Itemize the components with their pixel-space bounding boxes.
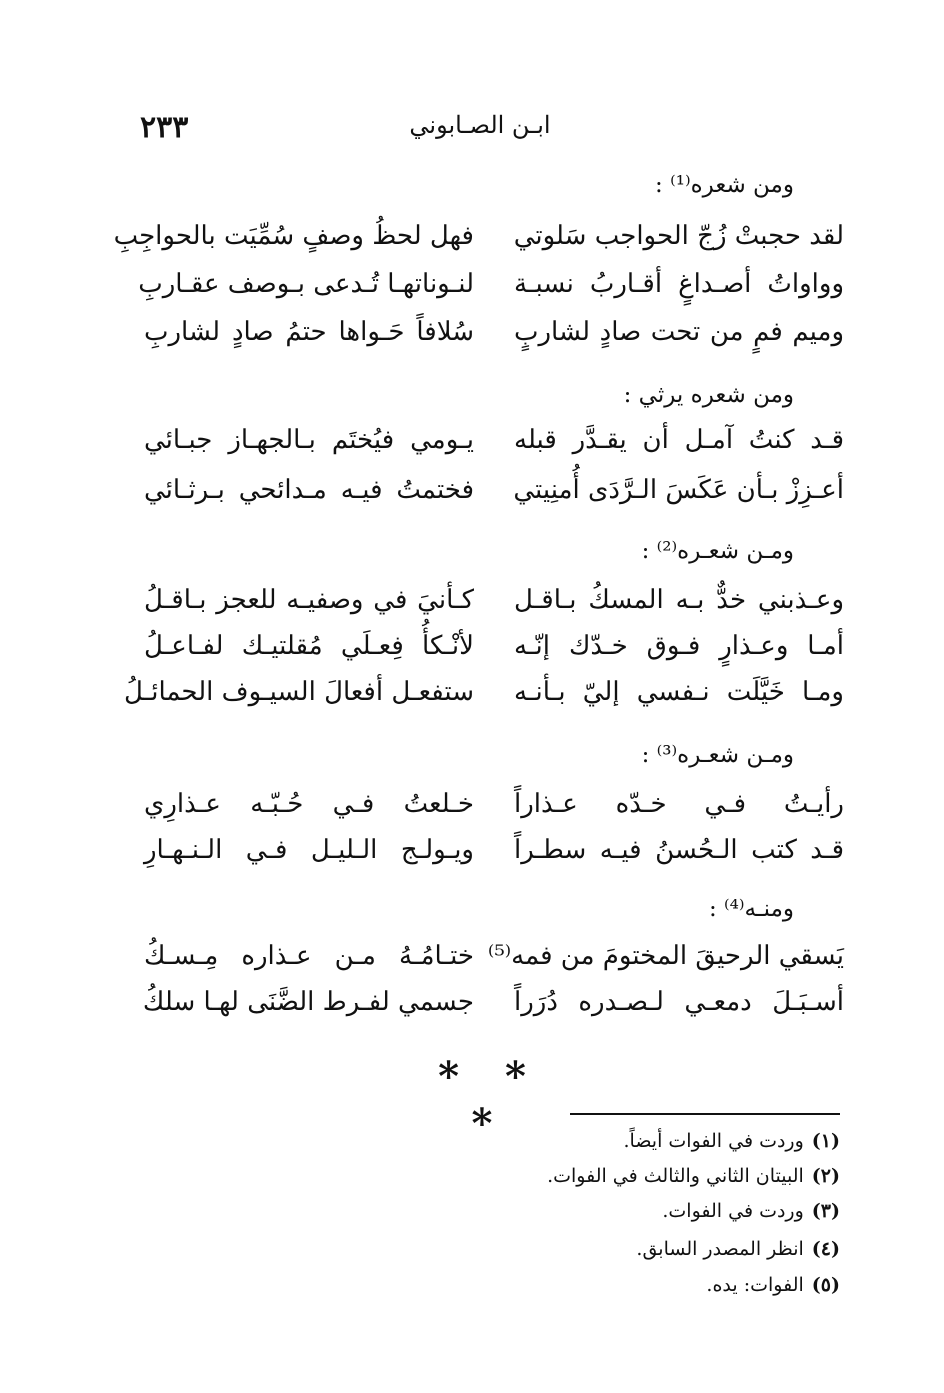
section-separator: * * * (438, 1053, 542, 1147)
footnote-number: (٥) (811, 1274, 840, 1296)
verse-first-hemistich: أمـا وعـذارٍ فـوق خـدّك إنّـه (514, 631, 844, 661)
footnote-text: وردت في الفوات أيضاً. (623, 1130, 804, 1152)
verse-second-hemistich: ستفعـل أفعالَ السيـوف الحمائـلُ (123, 677, 474, 707)
verse-first-hemistich: يَسقي الرحيقَ المختومَ من فمه⁽⁵⁾ (487, 941, 844, 971)
verse-first-hemistich: وميم فمٍ من تحت صادٍ لشاربٍ (514, 317, 844, 347)
verse-second-hemistich: ختـامُـهُ مـن عـذاره مِـسـكُ (144, 941, 474, 971)
verse-first-hemistich: رأيـتُ فـي خـدّه عـذاراً (514, 789, 844, 819)
footnote-number: (٣) (811, 1200, 840, 1222)
footnote-number: (١) (811, 1130, 840, 1152)
running-header: ابـن الصـابوني (409, 111, 551, 139)
footnote-text: البيتان الثاني والثالث في الفوات. (547, 1165, 804, 1187)
verse-first-hemistich: أعـزِزْ بـأن عَكَسَ الـرَّدَى أُمنِيتي (513, 475, 844, 505)
verse-second-hemistich: لأنْـكأُ فِعـلَي مُقلتيـك لفـاعـلُ (144, 631, 474, 661)
verse-second-hemistich: يـومي فيُختَم بـالجهـاز جبـائي (144, 425, 474, 455)
footnote (340, 1130, 840, 1153)
verse-first-hemistich: وعـذبني خدٌّ بـه المسكُ بـاقـل (514, 585, 844, 615)
verse-second-hemistich: سُلافاً حَـواها حتمُ صادٍ لشاربِ (144, 317, 474, 347)
verse-second-hemistich: جسمي لفـرط الضَّنَى لهـا سلكُ (142, 987, 474, 1017)
verse-second-hemistich: فهل لحظُ وصفٍ سُمِّيَت بالحواجِبِ (113, 221, 474, 251)
footnote-text: الفوات: يده. (706, 1274, 804, 1296)
section-title: ومـن شعـره⁽³⁾ : (641, 742, 794, 768)
verse-second-hemistich: فختمتُ فيـه مـدائحي بـرثـائي (144, 475, 474, 505)
page-number: ٢٣٣ (140, 110, 189, 145)
footnote (340, 1200, 840, 1223)
footnote (340, 1238, 840, 1261)
footnote-text: وردت في الفوات. (662, 1200, 804, 1222)
footnote-rule (570, 1113, 840, 1115)
verse-second-hemistich: لنـوناتهـا تُـدعى بـوصف عقـاربِ (138, 269, 474, 299)
footnote (340, 1274, 840, 1297)
verse-first-hemistich: وواواتُ أصـداغٍ أقـاربُ نسبـة (514, 269, 844, 299)
footnote (340, 1165, 840, 1188)
footnote-number: (٤) (811, 1238, 840, 1260)
section-title: ومن شعره يرثي : (623, 382, 794, 408)
section-title: ومنـه⁽⁴⁾ : (708, 896, 794, 922)
verse-first-hemistich: ومـا خَيَّلَت نـفسي إليّ بـأنـه (514, 677, 844, 707)
footnote-number: (٢) (811, 1165, 840, 1187)
verse-first-hemistich: قـد كنتُ آمـل أن يقـدَّر قبله (514, 425, 844, 455)
verse-second-hemistich: خـلعتُ فـي حُـبّـه عـذارِي (144, 789, 474, 819)
verse-first-hemistich: لقد حجبتْ زُجّ الحواجب سَلوتي (513, 221, 844, 251)
verse-first-hemistich: أسـبَـلَ دمعـي لـصـدره دُرَراً (514, 987, 844, 1017)
verse-second-hemistich: كـأنيَ في وصفيـه للعجز بـاقـلُ (144, 585, 474, 615)
section-title: ومن شعره⁽¹⁾ : (655, 172, 794, 198)
section-title: ومـن شعـره⁽²⁾ : (641, 538, 794, 564)
footnote-text: انظر المصدر السابق. (636, 1238, 804, 1260)
verse-first-hemistich: قـد كتب الـحُسنُ فيـه سطـراً (514, 835, 844, 865)
verse-second-hemistich: ويـولـج الـليـل فـي الـنـهـارِ (144, 835, 474, 865)
